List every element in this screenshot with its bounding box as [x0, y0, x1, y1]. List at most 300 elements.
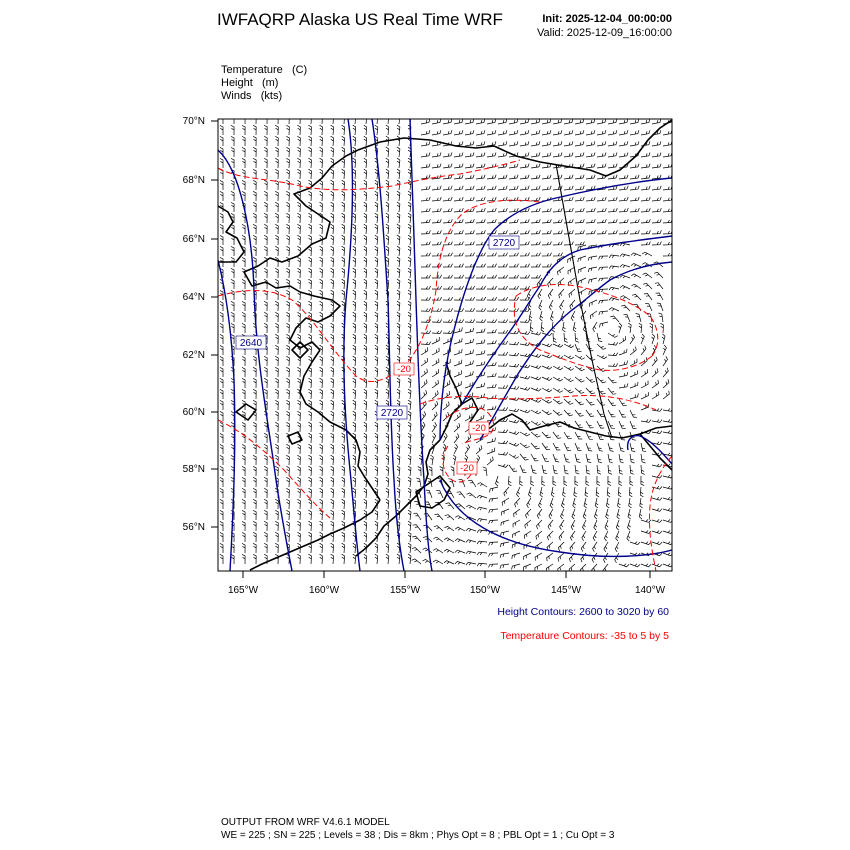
wind-barb [531, 242, 540, 246]
wind-barb [275, 125, 278, 135]
wind-barb [593, 322, 597, 332]
wind-barb [608, 197, 617, 201]
wind-barb [586, 230, 595, 234]
wind-barb [386, 191, 389, 201]
wind-barb [364, 224, 367, 234]
wind-barb [253, 213, 256, 223]
wind-barb [432, 319, 442, 322]
wind-barb [353, 356, 356, 366]
wind-barb [465, 403, 472, 410]
wind-barb [320, 554, 323, 564]
wind-barb [496, 476, 499, 486]
wind-barb [286, 235, 289, 245]
wind-barb [454, 434, 459, 444]
wind-barb [564, 454, 570, 462]
wind-barb [586, 355, 595, 361]
wind-barb [454, 164, 463, 168]
init-time: Init: 2025-12-04_00:00:00 [542, 13, 672, 25]
wind-barb [220, 499, 223, 509]
wind-barb [487, 373, 496, 377]
wind-barb [231, 400, 234, 410]
wind-barb [443, 197, 452, 201]
wind-barb [537, 520, 543, 529]
wind-barb [331, 499, 334, 509]
wind-barb [465, 186, 474, 190]
wind-barb [500, 564, 509, 569]
wind-barb [408, 279, 411, 289]
wind-barb [342, 246, 345, 256]
wind-barb [275, 433, 278, 443]
wind-barb [220, 224, 223, 234]
wind-barb [375, 235, 378, 245]
wind-barb [630, 219, 639, 223]
wind-barb [297, 422, 300, 432]
wind-barb [639, 323, 642, 333]
wind-barb [397, 202, 400, 212]
wind-barb [440, 467, 443, 477]
wind-barb [408, 422, 411, 432]
wind-barb [320, 246, 323, 256]
wind-barb [242, 213, 245, 223]
wind-barb [364, 400, 367, 410]
wind-barb [659, 313, 664, 322]
wind-barb [231, 180, 234, 190]
wind-barb [264, 433, 267, 443]
wind-barb [640, 498, 643, 508]
wind-barb [421, 219, 430, 223]
wind-barb [375, 455, 378, 465]
lon-label-165w: 165°W [227, 585, 259, 596]
wind-barb [264, 543, 267, 553]
wind-barb [353, 543, 356, 553]
wind-barb [509, 164, 518, 168]
wind-barb [275, 290, 278, 300]
wind-barb [498, 374, 508, 377]
wind-barb [608, 230, 617, 234]
wind-barb [397, 334, 400, 344]
wind-barb [539, 300, 542, 310]
wind-barb [477, 507, 487, 510]
wind-barb [286, 510, 289, 520]
wind-barb [445, 515, 454, 520]
wind-barb [397, 477, 400, 487]
wind-barb [641, 476, 644, 486]
wind-barb [619, 208, 628, 212]
wind-barb [575, 333, 579, 342]
wind-barb [320, 125, 323, 135]
wind-barb [476, 130, 485, 135]
wind-barb [548, 278, 553, 287]
wind-barb [432, 119, 441, 124]
wind-barb [630, 347, 636, 355]
wind-barb [421, 264, 431, 267]
wind-barb [563, 487, 566, 497]
wind-barb [630, 208, 639, 212]
wind-barb [253, 147, 256, 157]
wind-barb [432, 337, 439, 344]
wind-barb [353, 290, 356, 300]
wind-barb [531, 219, 540, 223]
wind-barb [663, 356, 668, 366]
wind-barb [454, 119, 463, 124]
wind-barb [408, 532, 411, 542]
wind-barb [595, 498, 598, 508]
wind-barb [476, 186, 485, 190]
wind-barb [548, 289, 553, 299]
wind-barb [286, 169, 289, 179]
wind-barb [520, 186, 529, 190]
wind-barb [542, 153, 551, 158]
wind-barb [597, 454, 602, 463]
wind-barb [242, 257, 245, 267]
wind-barb [331, 455, 334, 465]
wind-barb [616, 520, 619, 530]
wind-barb [553, 366, 563, 370]
wind-barb [641, 153, 650, 158]
wind-barb [531, 476, 534, 486]
wind-barb [353, 477, 356, 487]
wind-barb [476, 308, 486, 311]
wind-barb [331, 334, 334, 344]
wind-barb [297, 532, 300, 542]
wind-barb [465, 219, 474, 223]
wind-barb [297, 224, 300, 234]
wind-barb [297, 444, 300, 454]
wind-barb [599, 256, 609, 259]
wind-barb [509, 264, 519, 267]
wind-barb [585, 487, 588, 497]
wind-barb [364, 345, 367, 355]
wind-barb [364, 378, 367, 388]
wind-barb [514, 509, 520, 517]
height-contour-note: Height Contours: 2600 to 3020 by 60 [497, 606, 669, 618]
wind-barb [524, 553, 531, 560]
wind-barb [253, 224, 256, 234]
wind-barb [386, 158, 389, 168]
wind-barb [608, 141, 617, 146]
wind-barb [386, 224, 389, 234]
wind-barb [242, 279, 245, 289]
wind-barb [454, 230, 463, 234]
wind-barb [476, 264, 486, 267]
wind-barb [453, 455, 456, 465]
wind-barb [444, 526, 454, 531]
wind-barb [564, 355, 574, 359]
wind-barb [231, 433, 234, 443]
wind-barb [386, 499, 389, 509]
wind-barb [375, 389, 378, 399]
wind-barb [535, 564, 542, 571]
wind-barb [663, 186, 672, 190]
wind-barb [559, 531, 564, 540]
wind-barb [220, 510, 223, 520]
wind-barb [520, 319, 530, 322]
wind-barb [342, 290, 345, 300]
wind-barb [466, 505, 476, 509]
wind-barb [575, 230, 584, 234]
wind-barb [308, 422, 311, 432]
wind-barb [520, 164, 529, 168]
wind-barb [575, 399, 584, 405]
wind-barb [275, 213, 278, 223]
height-label-2 [236, 336, 266, 349]
wind-barb [553, 230, 562, 234]
wind-barb [575, 454, 581, 463]
wind-barb [320, 389, 323, 399]
wind-barb [520, 465, 527, 473]
wind-barb [286, 213, 289, 223]
wind-barb [408, 180, 411, 190]
temperature-contour-note: Temperature Contours: -35 to 5 by 5 [500, 630, 669, 642]
wind-barb [386, 433, 389, 443]
wind-barb [320, 477, 323, 487]
wind-barb [584, 498, 587, 508]
wind-barb [574, 487, 577, 497]
wind-barb [342, 213, 345, 223]
wind-barb [526, 509, 532, 518]
wind-barb [353, 444, 356, 454]
wind-barb [454, 275, 464, 278]
wind-barb [342, 180, 345, 190]
wind-barb [542, 432, 551, 438]
wind-barb [408, 268, 411, 278]
wind-barb [286, 224, 289, 234]
wind-barb [619, 399, 627, 406]
wind-barb [242, 356, 245, 366]
wind-barb [421, 308, 431, 311]
wind-barb [264, 378, 267, 388]
wind-barb [397, 191, 400, 201]
wind-barb [364, 158, 367, 168]
wind-barb [553, 410, 562, 415]
wind-barb [386, 543, 389, 553]
wind-barb [308, 323, 311, 333]
wind-barb [408, 521, 411, 531]
wind-barb [656, 293, 663, 300]
lat-label-62: 62°N [182, 350, 205, 361]
wind-barb [397, 301, 400, 311]
wind-barb [443, 331, 453, 334]
wind-barb [421, 369, 427, 377]
wind-barb [421, 358, 428, 366]
wind-barb [652, 164, 661, 168]
wind-barb [504, 487, 509, 496]
wind-barb [286, 466, 289, 476]
wind-barb [397, 345, 400, 355]
wind-barb [242, 323, 245, 333]
wind-barb [608, 153, 617, 158]
wind-barb [641, 519, 651, 522]
wind-barb [583, 520, 587, 530]
wind-barb [386, 235, 389, 245]
wind-barb [443, 444, 446, 454]
wind-barb [286, 400, 289, 410]
wind-barb [487, 130, 496, 135]
wind-barb [564, 175, 573, 179]
wind-barb [286, 345, 289, 355]
wind-barb [564, 476, 567, 486]
wind-barb [253, 202, 256, 212]
wind-barb [331, 235, 334, 245]
wind-barb [375, 477, 378, 487]
wind-barb [375, 345, 378, 355]
wind-barb [531, 253, 541, 256]
wind-barb [542, 208, 551, 212]
wind-barb [297, 499, 300, 509]
wind-barb [397, 235, 400, 245]
wind-barb [253, 455, 256, 465]
wind-barb [520, 253, 530, 256]
wind-barb [308, 213, 311, 223]
wind-barb [542, 454, 549, 462]
wind-barb [608, 119, 617, 124]
wind-barb [286, 125, 289, 135]
wind-barb [509, 353, 519, 356]
wind-barb [487, 406, 496, 410]
wind-barb [608, 454, 613, 463]
wind-barb [608, 219, 617, 223]
svg-text:-20: -20 [397, 364, 411, 375]
wind-barb [275, 345, 278, 355]
wind-barb [531, 354, 541, 357]
wind-barb [220, 532, 223, 542]
wind-barb [443, 253, 453, 256]
wind-barb [253, 488, 256, 498]
wind-barb [412, 548, 421, 554]
wind-barb [564, 465, 569, 474]
wind-barb [498, 330, 508, 333]
wind-barb [573, 322, 576, 332]
wind-barb [660, 323, 663, 333]
wind-barb [501, 531, 510, 536]
wind-barb [408, 455, 411, 465]
wind-barb [364, 499, 367, 509]
wind-barb [609, 287, 619, 290]
wind-barb [509, 297, 519, 300]
height-contours [218, 119, 672, 571]
wind-barb [641, 164, 650, 168]
wind-barb [443, 230, 452, 234]
wind-barb [331, 554, 334, 564]
wind-barb [413, 513, 421, 520]
wind-barb [604, 531, 608, 541]
wind-barb [636, 314, 641, 323]
wind-barb [631, 264, 641, 268]
wind-barb [253, 257, 256, 267]
wind-barb [342, 202, 345, 212]
wind-barb [628, 509, 631, 519]
lat-label-66: 66°N [182, 234, 205, 245]
wind-barb [487, 153, 496, 158]
wind-barb [443, 164, 452, 168]
wind-barb [663, 345, 666, 355]
wind-barb [630, 370, 638, 377]
wind-barb [331, 279, 334, 289]
wind-barb [489, 520, 498, 524]
wind-barb [641, 542, 651, 545]
wind-barb [408, 169, 411, 179]
wind-barb [220, 422, 223, 432]
wind-barb [297, 488, 300, 498]
wind-barb [597, 208, 606, 212]
wind-barb [364, 444, 367, 454]
wind-barb [408, 257, 411, 267]
wind-barb [487, 319, 497, 322]
wind-barb [476, 286, 486, 289]
wind-barb [331, 411, 334, 421]
wind-barb [242, 301, 245, 311]
wind-barb [572, 509, 575, 519]
wind-barb [432, 186, 441, 190]
wind-barb [640, 487, 643, 497]
wind-barb [539, 498, 543, 508]
wind-barb [397, 268, 400, 278]
wind-barb [487, 438, 496, 443]
wind-barb [594, 520, 597, 530]
wind-barb [454, 360, 462, 366]
wind-barb [331, 180, 334, 190]
wind-barb [320, 147, 323, 157]
wind-barb [652, 208, 661, 212]
wind-barb [397, 279, 400, 289]
wind-barb [531, 197, 540, 201]
wind-barb [589, 278, 598, 283]
wind-barb [432, 331, 442, 334]
wind-barb [434, 537, 444, 542]
wind-barb [264, 136, 267, 146]
wind-barb [466, 540, 476, 543]
wind-barb [353, 422, 356, 432]
wind-barb [386, 345, 389, 355]
wind-barb [564, 333, 568, 342]
wind-barb [641, 465, 645, 474]
wind-barb [641, 346, 646, 355]
wind-barb [652, 497, 662, 500]
wind-barb [641, 420, 651, 423]
wind-barb [468, 480, 476, 487]
wind-barb [630, 141, 639, 146]
wind-barb [620, 243, 630, 246]
wind-barb [308, 433, 311, 443]
wind-barb [286, 411, 289, 421]
wind-barb [618, 498, 621, 508]
wind-barb [231, 191, 234, 201]
wind-barb [408, 312, 411, 322]
wind-barb [353, 268, 356, 278]
wind-barb [477, 552, 487, 555]
wind-barb [342, 455, 345, 465]
wind-barb [454, 444, 458, 454]
wind-barb [645, 304, 652, 311]
wind-barb [498, 286, 508, 289]
wind-barb [220, 444, 223, 454]
wind-barb [643, 273, 652, 278]
wind-barb [542, 366, 552, 369]
wind-barb [275, 356, 278, 366]
lat-label-64: 64°N [182, 292, 205, 303]
wind-barb [531, 164, 540, 168]
wind-barb [520, 219, 529, 223]
wind-barb [476, 350, 485, 355]
wind-barb [553, 443, 560, 450]
wind-barb [220, 367, 223, 377]
wind-barb [331, 356, 334, 366]
wind-barb [466, 528, 476, 531]
wind-barb [242, 521, 245, 531]
wind-barb [220, 543, 223, 553]
wind-barb [253, 444, 256, 454]
wind-barb [654, 272, 663, 278]
